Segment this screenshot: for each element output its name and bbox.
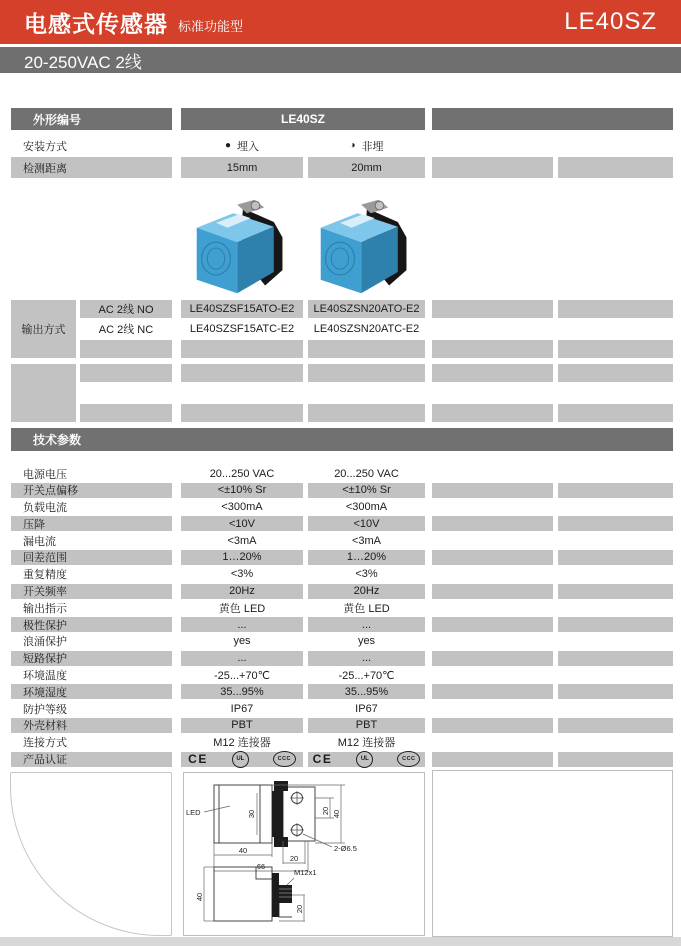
cert-cell-b <box>308 752 425 767</box>
empty-cell <box>432 684 553 699</box>
empty-cell <box>558 584 673 599</box>
spec-value-a: -25...+70℃ <box>213 669 271 682</box>
dim-total-width: 66 <box>256 862 266 871</box>
spec-value-a: 20Hz <box>181 584 303 599</box>
spec-value-a: <±10% Sr <box>181 483 303 498</box>
voltage-subheader-text: 20-250VAC 2线 <box>24 52 142 72</box>
distance-value-b: 20mm <box>308 157 425 178</box>
spec-value-b: 20Hz <box>308 584 425 599</box>
spec-row-certification <box>11 752 673 767</box>
spec-label: 输出指示 <box>23 602 67 615</box>
spec-row <box>11 668 673 683</box>
ul-mark-icon: UL <box>356 751 373 768</box>
spec-label: 产品认证 <box>11 752 172 767</box>
empty-cell <box>80 364 172 382</box>
tech-header-row <box>11 428 673 451</box>
holes-label: 2-Ø6.5 <box>334 844 357 853</box>
distance-empty-d <box>558 157 673 178</box>
spec-value-b: <300mA <box>345 501 388 514</box>
ce-mark-icon: CE <box>312 752 333 767</box>
spec-row <box>11 617 673 632</box>
spec-label: 电源电压 <box>23 468 67 481</box>
spec-value-b: ... <box>308 651 425 666</box>
model-no-b: LE40SZSN20ATO-E2 <box>308 300 425 318</box>
spec-label: 开关频率 <box>11 584 172 599</box>
spec-value-b: IP67 <box>355 702 378 715</box>
page-header <box>0 0 681 44</box>
empty-cell <box>181 340 303 358</box>
empty-cell <box>558 651 673 666</box>
spec-label: 防护等级 <box>23 703 67 716</box>
output-row-empty-2 <box>11 364 673 382</box>
spec-value-b: 20...250 VAC <box>334 467 399 480</box>
empty-cell <box>558 550 673 565</box>
dim-inner-height: 30 <box>247 809 256 819</box>
spec-value-b: 黄色 LED <box>343 602 390 615</box>
model-nc-a: LE40SZSF15ATC-E2 <box>189 323 295 335</box>
distance-empty-c <box>432 157 553 178</box>
empty-cell <box>558 340 673 358</box>
spec-value-a: ... <box>181 617 303 632</box>
empty-cell <box>558 718 673 733</box>
empty-cell <box>432 584 553 599</box>
spec-value-a: <300mA <box>221 501 263 514</box>
shape-header-row <box>11 108 673 130</box>
empty-cell <box>432 483 553 498</box>
ccc-mark-icon: CCC <box>273 751 296 767</box>
spec-row <box>11 718 673 733</box>
tech-section-title: 技术参数 <box>11 428 673 451</box>
empty-cell <box>432 718 553 733</box>
spec-label: 连接方式 <box>23 737 67 750</box>
spec-row <box>11 584 673 599</box>
spec-row <box>11 701 673 716</box>
spec-row <box>11 735 673 750</box>
dim-height: 40 <box>332 809 341 819</box>
spec-value-b: <3% <box>355 568 378 581</box>
product-photo-nonflush <box>313 196 419 298</box>
empty-cell <box>432 516 553 531</box>
spec-row <box>11 466 673 481</box>
model-no-a: LE40SZSF15ATO-E2 <box>181 300 303 318</box>
output-mode-nc: AC 2线 NC <box>98 324 154 336</box>
spec-row <box>11 550 673 565</box>
cert-marks <box>313 751 421 768</box>
ul-mark-icon: UL <box>232 751 249 768</box>
spec-label: 外壳材料 <box>11 718 172 733</box>
empty-cell <box>181 364 303 382</box>
ccc-mark-icon: CCC <box>397 751 420 767</box>
spec-value-b: M12 连接器 <box>337 737 396 750</box>
spec-value-b: <10V <box>308 516 425 531</box>
mount-row <box>11 135 673 156</box>
led-label: LED <box>186 808 201 817</box>
empty-cell <box>308 364 425 382</box>
empty-drawing-panel <box>432 770 673 937</box>
spec-value-a: 35...95% <box>181 684 303 699</box>
output-row-empty-3 <box>11 404 673 422</box>
spec-value-a: 1…20% <box>181 550 303 565</box>
series-header: LE40SZ <box>181 108 425 130</box>
distance-value-a: 15mm <box>181 157 303 178</box>
output-row-nc <box>11 320 673 338</box>
cert-cell-a <box>181 752 303 767</box>
model-nc-b: LE40SZSN20ATC-E2 <box>313 323 420 335</box>
empty-cell <box>80 404 172 422</box>
mount-flush-text: 埋入 <box>237 140 260 153</box>
spec-label: 环境湿度 <box>11 684 172 699</box>
spec-value-a: <3% <box>230 568 254 581</box>
mount-nonflush-text: 非埋 <box>361 140 384 153</box>
spec-value-a: <3mA <box>227 534 257 547</box>
spec-label: 浪涌保护 <box>23 636 67 649</box>
dim-side-height: 40 <box>195 892 204 902</box>
spec-value-a: 黄色 LED <box>218 602 266 615</box>
ce-mark-icon: CE <box>188 752 208 767</box>
output-no-empty-d <box>558 300 673 318</box>
dim-hole-span: 20 <box>321 806 330 816</box>
thread-label: M12x1 <box>294 868 317 877</box>
spec-value-a: 20...250 VAC <box>209 467 275 480</box>
output-group-label: 输出方式 <box>11 300 76 358</box>
spec-row <box>11 500 673 515</box>
dimension-drawing-panel <box>183 772 425 936</box>
mount-nonflush <box>308 135 425 156</box>
spec-value-b: 35...95% <box>308 684 425 699</box>
spec-value-a: yes <box>233 635 251 648</box>
mount-label: 安装方式 <box>23 140 67 153</box>
nonflush-circle-icon: ◑ <box>349 140 356 151</box>
spec-row <box>11 516 673 531</box>
spec-value-b: PBT <box>308 718 425 733</box>
voltage-subheader <box>0 47 681 73</box>
spec-value-b: 1…20% <box>308 550 425 565</box>
mount-flush <box>181 135 303 156</box>
spec-label: 环境温度 <box>23 670 67 683</box>
tech-spec-table <box>11 466 673 767</box>
flush-circle-icon: ● <box>224 140 232 151</box>
spec-label: 重复精度 <box>23 569 67 582</box>
output-row-no <box>11 300 673 318</box>
product-family-title: 电感式传感器 <box>24 10 168 37</box>
model-number: LE40SZ <box>564 8 657 35</box>
spec-value-a: PBT <box>181 718 303 733</box>
cert-marks <box>188 751 296 768</box>
product-type-subtitle: 标准功能型 <box>178 18 244 34</box>
empty-cell <box>558 684 673 699</box>
spec-row <box>11 634 673 649</box>
empty-cell <box>558 364 673 382</box>
spec-value-a: M12 连接器 <box>213 737 271 750</box>
empty-cell <box>308 404 425 422</box>
spec-label: 开关点偏移 <box>11 483 172 498</box>
spec-row <box>11 533 673 548</box>
spec-value-b: yes <box>357 635 376 648</box>
spec-label: 短路保护 <box>11 651 172 666</box>
spec-row <box>11 600 673 615</box>
empty-cell <box>308 340 425 358</box>
spec-value-a: IP67 <box>230 702 254 715</box>
empty-cell <box>432 617 553 632</box>
empty-cell <box>558 516 673 531</box>
empty-cell <box>432 340 553 358</box>
empty-cell <box>432 550 553 565</box>
spec-label: 压降 <box>11 516 172 531</box>
spec-label: 回差范围 <box>11 550 172 565</box>
empty-cell <box>558 617 673 632</box>
empty-cell <box>432 364 553 382</box>
spec-row <box>11 483 673 498</box>
spec-value-b: <3mA <box>351 534 382 547</box>
series-header-empty <box>432 108 673 130</box>
spec-row <box>11 651 673 666</box>
empty-cell <box>80 340 172 358</box>
spec-label: 负载电流 <box>23 502 67 515</box>
empty-cell <box>181 404 303 422</box>
distance-row <box>11 157 673 178</box>
spec-value-b: -25...+70℃ <box>338 669 395 682</box>
shape-left-header: 外形编号 <box>11 108 172 130</box>
dim-connector: 20 <box>295 904 304 914</box>
product-photo-flush <box>189 196 295 298</box>
dimension-drawing <box>184 773 424 935</box>
distance-label: 检测距离 <box>11 157 172 178</box>
output-no-empty-c <box>432 300 553 318</box>
spec-row <box>11 684 673 699</box>
empty-cell <box>432 752 553 767</box>
spec-label: 极性保护 <box>11 617 172 632</box>
empty-cell <box>432 651 553 666</box>
spec-value-b: <±10% Sr <box>308 483 425 498</box>
decorative-rounded-panel <box>10 772 172 936</box>
empty-cell <box>558 752 673 767</box>
output-row-empty-1 <box>11 340 673 358</box>
page-bottom-strip <box>0 937 681 946</box>
dim-slot-width: 20 <box>289 854 299 863</box>
empty-cell <box>558 483 673 498</box>
output-mode-no: AC 2线 NO <box>80 300 172 318</box>
empty-cell <box>432 404 553 422</box>
spec-value-a: ... <box>181 651 303 666</box>
spec-label: 漏电流 <box>23 535 56 548</box>
spec-value-a: <10V <box>181 516 303 531</box>
empty-cell <box>558 404 673 422</box>
spec-value-b: ... <box>308 617 425 632</box>
spec-row <box>11 567 673 582</box>
dim-body-width: 40 <box>238 846 248 855</box>
